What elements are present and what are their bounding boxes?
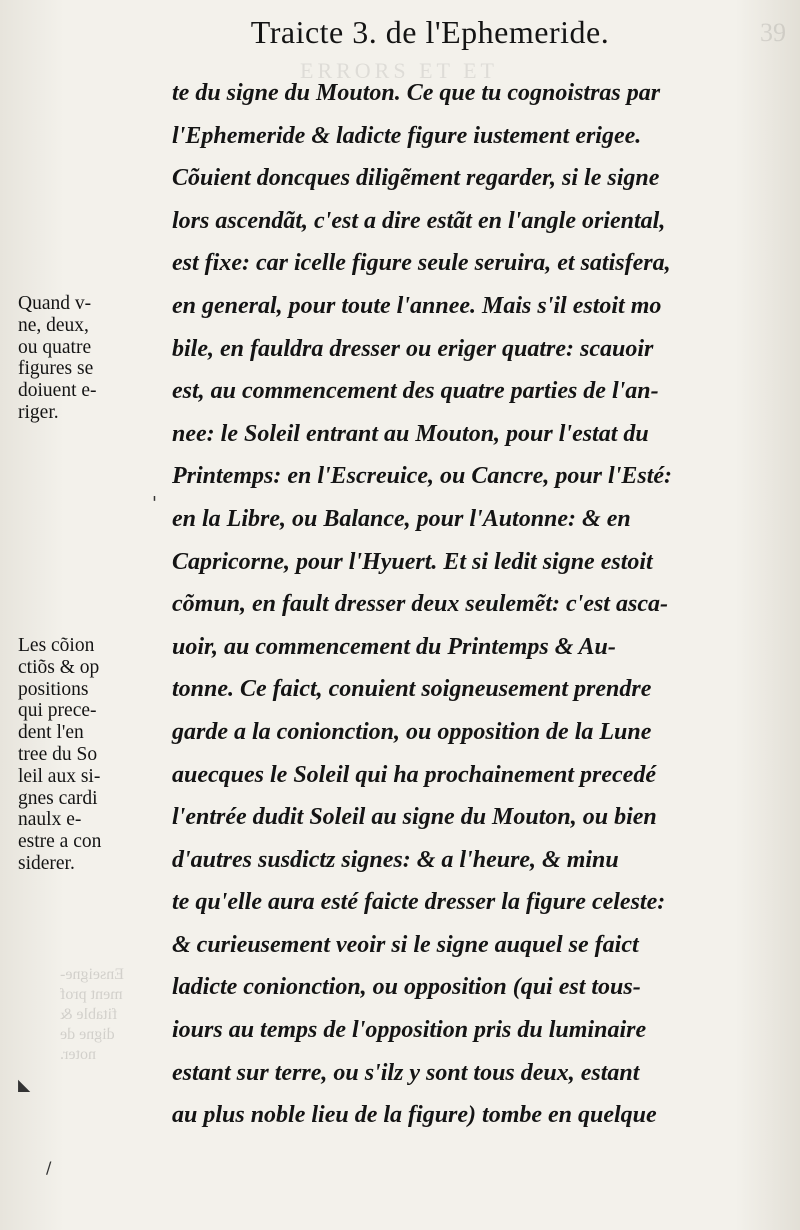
text-line: uoir, au commencement du Printemps & Au- [172,633,616,660]
text-line: estant sur terre, ou s'ilz y sont tous deux, estant [172,1059,640,1086]
margin-note-line: qui prece- [18,700,97,722]
text-line: garde a la conionction, ou opposition de la Lune [172,718,652,745]
text-line: d'autres susdictz signes: & a l'heure, & minu [172,846,619,873]
text-line: Cõuient doncques diligẽment regarder, si le signe [172,165,660,192]
margin-note-figures [18,293,168,424]
text-line: te qu'elle aura esté faicte dresser la figure celeste: [172,889,666,916]
margin-note-line: dent l'en [18,722,84,744]
margin-note-line: ctiõs & op [18,656,100,678]
text-line: Capricorne, pour l'Hyuert. Et si ledit signe estoit [172,548,653,575]
text-line: te du signe du Mouton. Ce que tu cognoistras par [172,80,661,106]
margin-note-line: ne, deux, [18,314,89,336]
text-line: tonne. Ce faict, conuient soigneusement prendre [172,676,652,703]
text-line: est fixe: car icelle figure seule seruira, et satisfera, [172,250,671,277]
margin-note-line: Les cõion [18,635,95,656]
text-line: auecques le Soleil qui ha prochainement precedé [172,761,656,788]
running-header: Traicte 3. de l'Ephemeride. [250,14,610,50]
margin-note-line: gnes cardi [18,787,98,809]
main-text-block [172,72,772,1137]
margin-note-conjunctions [18,635,168,875]
text-line: Printemps: en l'Escreuice, ou Cancre, pour l'Esté: [172,463,673,490]
margin-note-line: positions [18,678,89,700]
margin-note-line: leil aux si- [18,765,101,787]
ink-mark: ◣ [18,1075,31,1094]
text-line: lors ascendãt, c'est a dire estãt en l'angle oriental, [172,207,666,234]
margin-note-line: siderer. [18,852,75,874]
text-line: bile, en fauldra dresser ou eriger quatre: scauoir [172,335,654,362]
text-line: ladicte conionction, ou opposition (qui est tous- [172,974,641,1001]
margin-note-line: naulx e- [18,809,82,831]
text-line: en la Libre, ou Balance, pour l'Autonne: & en [172,505,631,532]
text-line: nee: le Soleil entrant au Mouton, pour l'estat du [172,420,649,447]
text-line: & curieusement veoir si le signe auquel se faict [172,931,639,958]
margin-note-line: ou quatre [18,336,92,358]
text-line: est, au commencement des quatre parties de l'an- [172,378,659,405]
margin-note-line: doiuent e- [18,380,97,402]
ink-mark: / [46,1158,52,1177]
bleed-through-page-number: 39 [760,18,786,47]
margin-note-line: riger. [18,401,59,423]
bleed-through-header: ERRORS ET ET [300,58,498,83]
text-line: l'Ephemeride & ladicte figure iustement erigee. [172,122,642,149]
margin-note-line: tree du So [18,743,98,765]
margin-note-line: Quand v- [18,293,92,314]
bleed-through-margin-text: Enseigne- ment prof fitable & digne de noter. [60,966,124,1063]
text-line: cõmun, en fault dresser deux seulemẽt: c'est asca- [172,591,668,618]
ink-mark: ' [152,493,157,514]
text-line: iours au temps de l'opposition pris du luminaire [172,1017,647,1044]
text-line: en general, pour toute l'annee. Mais s'il estoit mo [172,292,662,319]
margin-note-line: estre a con [18,831,102,853]
text-line: au plus noble lieu de la figure) tombe en quelque [172,1102,657,1129]
text-line: l'entrée dudit Soleil au signe du Mouton, ou bien [172,804,657,831]
margin-note-line: figures se [18,358,94,380]
